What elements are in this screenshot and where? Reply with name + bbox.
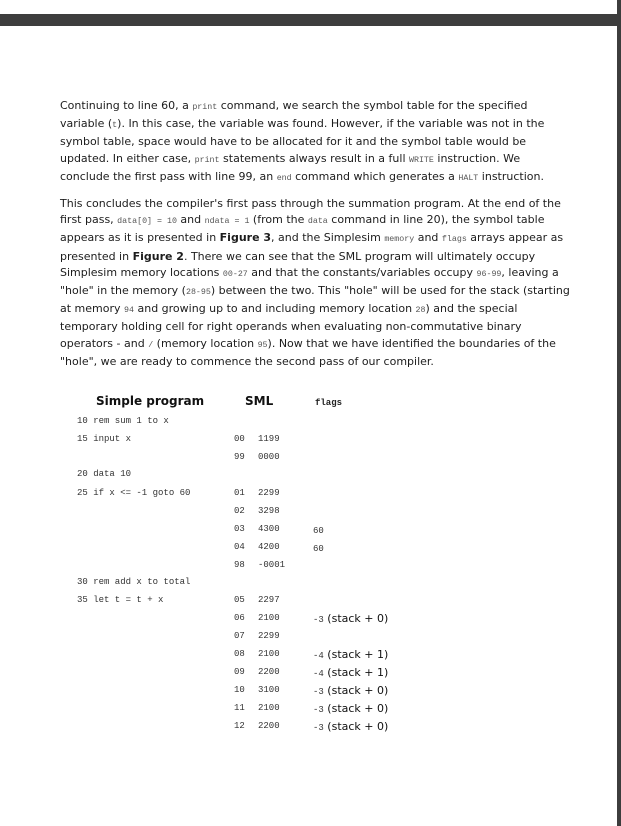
header-flags: flags (315, 398, 343, 408)
code-line: 10 rem sum 1 to x (77, 416, 169, 426)
sml-row: 00 1199 (234, 434, 280, 444)
header-sml: SML (245, 394, 274, 408)
paragraph-first-pass-summary: This concludes the compiler's first pass through the summation program. At the end of the first pass, data[0] = 10 and ndata = 1 (from the data command in line 20), the symbol table appears as it is presented in Figure 3, and the Simplesim memory and flags arrays appear as presented in Figure 2. There we can see that the SML program will ultimately occupy Simplesim memory locations 00-27 and that the constants/variables occupy 96-99, leaving a "hole" in the memory (28-95) between the two. This "hole" will be used for the stack (starting at memory 94 and growing up to and including memory location 28) and the special temporary holding cell for right operands when evaluating non-commutative binary operators - and / (memory location 95). Now that we have identified the boundaries of the "hole", we are ready to commence the second pass of our compiler. (60, 197, 570, 368)
sml-row: 02 3298 (234, 506, 280, 516)
sml-row: 05 2297 (234, 595, 280, 605)
flag-entry: 60 (313, 526, 324, 536)
flag-entry: -4 (stack + 1) (313, 648, 389, 661)
sml-row: 09 2200 (234, 667, 280, 677)
sml-row: 07 2299 (234, 631, 280, 641)
sml-row: 99 0000 (234, 452, 280, 462)
code-line: 20 data 10 (77, 469, 132, 479)
sml-row: 10 3100 (234, 685, 280, 695)
sml-row: 03 4300 (234, 524, 280, 534)
sml-row: 04 4200 (234, 542, 280, 552)
flag-entry: -3 (stack + 0) (313, 702, 389, 715)
paragraph-print-command: Continuing to line 60, a print command, we search the symbol table for the specified variable (t). In this case, the variable was found. However, if the variable was not in the symbol table, space would have to be allocated for it and the symbol table would be updated. In either case, print statements always result in a full WRITE instruction. We conclude the first pass with line 99, an end command which generates a HALT instruction. (60, 99, 545, 183)
flag-entry: -3 (stack + 0) (313, 720, 389, 733)
sml-row: 98 -0001 (234, 560, 286, 570)
flag-entry: -3 (stack + 0) (313, 612, 389, 625)
code-line: 15 input x (77, 434, 132, 444)
document-page (0, 26, 617, 826)
code-line: 35 let t = t + x (77, 595, 164, 605)
sml-row: 01 2299 (234, 488, 280, 498)
sml-row: 08 2100 (234, 649, 280, 659)
sml-row: 06 2100 (234, 613, 280, 623)
sml-row: 12 2200 (234, 721, 280, 731)
flag-entry: -3 (stack + 0) (313, 684, 389, 697)
code-line: 30 rem add x to total (77, 577, 191, 587)
sml-row: 11 2100 (234, 703, 280, 713)
header-simple-program: Simple program (96, 394, 205, 408)
flag-entry: 60 (313, 544, 324, 554)
code-line: 25 if x <= -1 goto 60 (77, 488, 191, 498)
previous-page (0, 0, 617, 14)
flag-entry: -4 (stack + 1) (313, 666, 389, 679)
